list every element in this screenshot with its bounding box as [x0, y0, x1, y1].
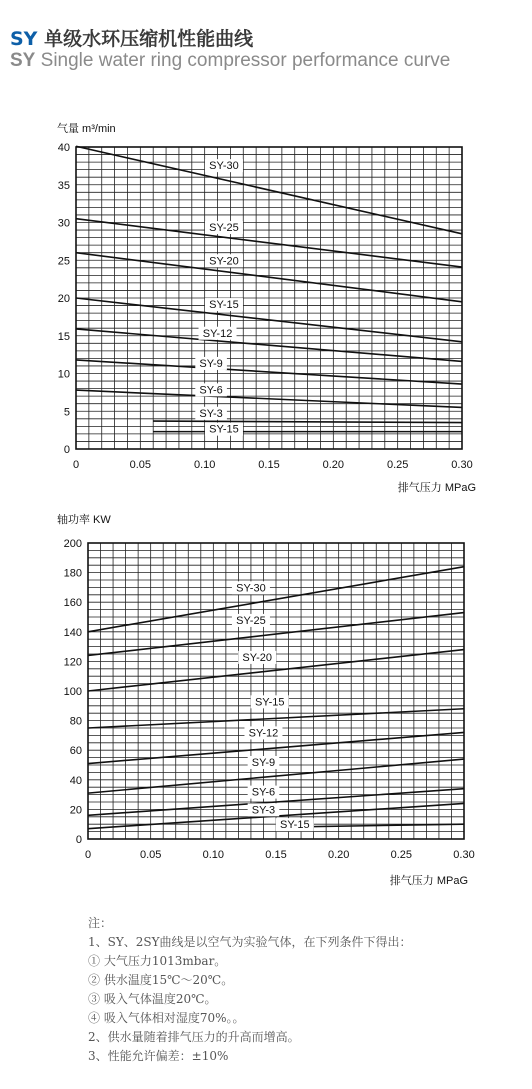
x-tick-label: 0.20 — [322, 459, 345, 471]
series-label: SY-15 — [209, 299, 239, 312]
title-code-en: SY — [10, 50, 36, 71]
series-label: SY-25 — [209, 222, 239, 235]
x-tick-label: 0.30 — [453, 849, 475, 861]
x-tick-label: 0.15 — [258, 459, 280, 471]
x-tick-label: 0.20 — [327, 849, 350, 861]
y-tick-label: 100 — [63, 686, 82, 698]
x-tick-label: 0.05 — [139, 849, 162, 861]
y-tick-label: 25 — [57, 255, 70, 268]
y-tick-label: 120 — [63, 656, 82, 669]
y-tick-label: 0 — [75, 834, 82, 846]
grid — [76, 147, 462, 449]
y-axis-label: 轴功率 KW — [57, 514, 111, 526]
series-label: SY-3 — [199, 407, 223, 420]
y-tick-label: 15 — [57, 330, 70, 343]
series-label: SY-12 — [202, 327, 233, 340]
x-tick-label: 0.05 — [129, 459, 152, 471]
series-label: SY-6 — [251, 786, 276, 799]
series-label: SY-25 — [236, 614, 266, 627]
notes-line: ④ 吸入气体相对湿度70%。。 — [88, 1011, 245, 1025]
series-label: SY-30 — [236, 582, 266, 595]
airflow-chart — [0, 110, 532, 500]
y-tick-label: 200 — [63, 538, 82, 550]
title-english — [10, 50, 450, 72]
y-tick-label: 40 — [57, 142, 70, 154]
title-text-en: Single water ring compressor performance curve — [40, 50, 451, 71]
notes-line: 2、供水量随着排气压力的升高而增高。 — [88, 1030, 300, 1044]
notes-line: 1、SY、2SY曲线是以空气为实验气体，在下列条件下得出： — [88, 935, 412, 949]
series-label: SY-12 — [248, 727, 279, 740]
series-label: SY-15 — [209, 423, 239, 436]
x-axis-label: 排气压力 MPaG — [389, 875, 468, 887]
notes-line: 3、性能允许偏差：±10% — [88, 1049, 229, 1063]
y-tick-label: 140 — [63, 626, 82, 639]
series-label: SY-20 — [209, 255, 239, 268]
y-tick-label: 35 — [57, 179, 70, 192]
x-tick-label: 0.30 — [451, 459, 473, 471]
series-label: SY-9 — [199, 357, 223, 370]
title-chinese — [10, 24, 253, 51]
x-tick-label: 0.10 — [202, 849, 225, 861]
y-tick-label: 40 — [69, 774, 82, 787]
notes-line: ② 供水温度15℃～20℃。 — [88, 973, 234, 987]
x-tick-label: 0 — [84, 849, 92, 861]
x-tick-label: 0.25 — [390, 849, 413, 861]
x-axis-label: 排气压力 MPaG — [397, 482, 476, 494]
series-label: SY-9 — [251, 757, 276, 769]
series-label: SY-6 — [199, 384, 223, 397]
x-tick-label: 0.25 — [386, 459, 409, 471]
y-tick-label: 0 — [63, 444, 70, 456]
x-tick-label: 0 — [72, 459, 80, 471]
notes-line: ③ 吸入气体温度20℃。 — [88, 992, 217, 1006]
notes-line: ① 大气压力1013mbar。 — [88, 954, 227, 968]
series-label: SY-15 — [254, 696, 285, 709]
y-tick-label: 80 — [69, 715, 82, 728]
title-code: SY — [10, 28, 38, 50]
x-tick-label: 0.15 — [265, 849, 287, 861]
series-label: SY-30 — [209, 160, 239, 173]
notes-title: 注： — [88, 916, 113, 930]
notes-block — [88, 914, 412, 1066]
series-label: SY-20 — [242, 651, 272, 664]
x-tick-label: 0.10 — [193, 459, 216, 471]
y-tick-label: 160 — [63, 597, 82, 610]
y-tick-label: 20 — [57, 293, 70, 305]
power-chart — [0, 500, 532, 900]
y-tick-label: 60 — [69, 745, 82, 758]
series-line — [153, 421, 462, 423]
y-axis-label: 气量 m³/min — [57, 123, 116, 135]
title-text: 单级水环压缩机性能曲线 — [44, 28, 254, 50]
series-label: SY-3 — [251, 804, 276, 817]
y-tick-label: 20 — [69, 804, 82, 817]
series-label: SY-15 — [280, 819, 310, 832]
y-tick-label: 180 — [63, 567, 82, 580]
y-tick-label: 10 — [57, 368, 70, 381]
y-tick-label: 30 — [57, 217, 70, 230]
y-tick-label: 5 — [63, 406, 70, 419]
